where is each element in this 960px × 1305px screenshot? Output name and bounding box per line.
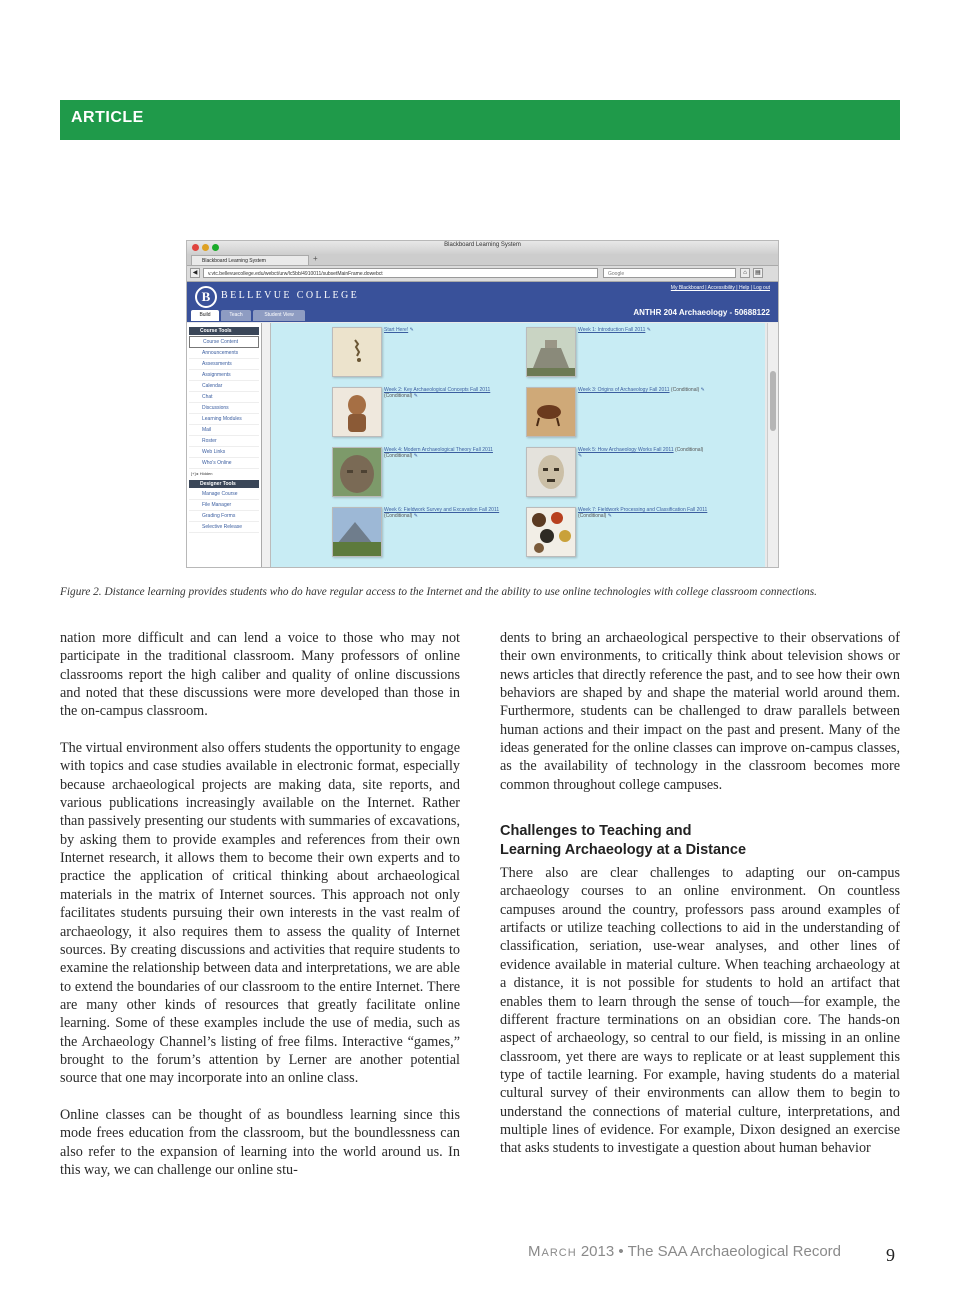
sidebar-item[interactable]: Grading Forms [189,511,259,522]
module-link[interactable]: Week 7: Fieldwork Processing and Classification Fall 2011 (Conditional) ✎ [578,507,708,519]
sidebar-item[interactable]: Discussions [189,403,259,414]
module-condition: (Conditional) [675,447,704,453]
module-title[interactable]: Week 1: Introduction Fall 2011 [578,327,646,333]
sidebar-item[interactable]: Learning Modules [189,414,259,425]
module-title[interactable]: Start Here! [384,327,409,333]
article-banner [60,100,900,140]
artifact-image-icon [333,328,381,376]
footer-journal: The SAA Archaeological Record [627,1243,842,1260]
module-condition: (Conditional) [670,387,700,393]
module-condition: (Conditional) [384,513,413,519]
sidebar-item[interactable]: Announcements [189,348,259,359]
stone-head-image-icon [333,448,381,496]
menu-icon[interactable]: ▤ [753,268,763,278]
menu-toggle[interactable]: [+] ▸ Hidden [191,471,213,476]
module-thumbnail[interactable] [332,387,382,437]
paragraph: There also are clear challenges to adapting our on-campus archaeology courses to an online environment. On countless campuses around the country, professors pass around examples of artifacts or utilize teaching collections to aid in the understanding of classification, seriation, use-wear analyses, and other lines of evidence available in material culture. When teaching archaeology at a distance, it is not possible for students to hold an artifact that enables them to learn through the sense of touch—for example, the different fracture terminations on an obsidian core. The hands-on aspect of archaeology, so central to our field, is missing in an online classroom, yet there are ways to replicate or at least supplement this type of tactile learning. For example, having students do a material cultural survey of their environments can allow them to begin to understand the connections of material culture, interpretations, and multiple lines of evidence. For example, Dixon designed an exercise that asks students to investigate a question about human behavior [500,865,900,1157]
module-link[interactable]: Week 6: Fieldwork Survey and Excavation Fall 2011 (Conditional) ✎ [384,507,500,519]
sidebar-item[interactable]: Roster [189,436,259,447]
temple-image-icon [527,328,575,376]
module-condition: (Conditional) [578,513,607,519]
paragraph: dents to bring an archaeological perspective to their observations of their own environments, to critically think about television shows or news articles that directly reference the past, and to see how their own behaviors are shaped by and shape the material world around them. Furthermore, students can be challenged to draw parallels between human actions and their impact on the past and present. Many of the ideas generated for the online classes can improve on-campus classes, as the availability of technology in the classroom becomes more common throughout college campuses. [500,630,900,793]
page-number: 9 [886,1245,895,1265]
heading-line: Challenges to Teaching and [500,823,692,840]
samples-image-icon [527,508,575,556]
tab-build[interactable]: Build [191,310,219,321]
left-column [60,629,460,1198]
module-thumbnail[interactable] [526,327,576,377]
search-input[interactable]: Google [603,268,736,278]
course-content-area [271,323,765,567]
module-link[interactable]: Week 2: Key Archaeological Concepts Fall 2011 (Conditional) ✎ [384,387,491,399]
sidebar-item[interactable]: Assessments [189,359,259,370]
paragraph: nation more difficult and can lend a voice to those who may not participate in the traditional classroom. Many professors of online classrooms report the high caliber and quality of online discussions and noted that these discussions were more developed than those in the on-campus classroom. [60,630,460,720]
module-title[interactable]: Week 7: Fieldwork Processing and Classification Fall 2011 [578,507,708,513]
designer-tools-header[interactable]: Designer Tools [189,480,259,488]
sidebar-item[interactable]: Web Links [189,447,259,458]
window-title: Blackboard Learning System [444,242,521,248]
module-thumbnail[interactable] [332,327,382,377]
top-links[interactable]: My Blackboard | Accessibility | Help | Log out [670,285,770,291]
figurine-image-icon [333,388,381,436]
module-link[interactable]: Week 3: Origins of Archaeology Fall 2011 (Conditional) ✎ [578,387,705,393]
sidebar-item[interactable]: Chat [189,392,259,403]
module-thumbnail[interactable] [332,507,382,557]
module-thumbnail[interactable] [526,447,576,497]
module-condition: (Conditional) [384,453,413,459]
module-title[interactable]: Week 6: Fieldwork Survey and Excavation Fall 2011 [384,507,500,513]
sidebar-item[interactable]: Course Content [189,336,259,348]
scrollbar-thumb[interactable] [770,371,776,431]
blackboard-header [187,282,778,322]
module-title[interactable]: Week 3: Origins of Archaeology Fall 2011 [578,387,670,393]
running-footer [528,1243,841,1260]
module-condition: (Conditional) [384,393,413,399]
browser-tabbar [187,254,778,266]
module-item[interactable] [465,325,707,383]
tab-student-view[interactable]: Student View [253,310,305,321]
course-sidebar [187,323,262,567]
footer-month: March [528,1243,577,1260]
tab-teach[interactable]: Teach [221,310,251,321]
volcano-image-icon [333,508,381,556]
browser-tab[interactable]: Blackboard Learning System [191,255,309,265]
module-item[interactable] [465,505,707,563]
module-thumbnail[interactable] [526,507,576,557]
module-link[interactable]: Week 1: Introduction Fall 2011 ✎ [578,327,651,333]
heading-line: Learning Archaeology at a Distance [500,841,747,858]
module-link[interactable]: Start Here! ✎ [384,327,414,333]
new-tab-icon[interactable]: + [313,254,318,263]
module-title[interactable]: Week 5: How Archaeology Works Fall 2011 [578,447,674,453]
paragraph: The virtual environment also offers students the opportunity to engage with topics and case studies available in electronic format, especially because archaeological projects are making data, site reports, and various publications increasingly available on the Internet. Rather than passively presenting our students with summaries of excavations, by asking them to provide examples and references from their own Internet research, it allows them to become their own experts and to practice the application of critical thinking about archaeological materials in the matrix of Internet sources. This approach not only facilitates students pursuing their own interests in the vast realm of archaeology, it also requires them to assess the quality of Internet sources. By creating discussions and activities that require students to examine the relationship between data and interpretations, we are able to extend the boundaries of our classroom to the entire Internet. There are many other kinds of resources that greatly facilitate online learning. Some of these examples include the use of media, such as the Archaeology Channel’s listing of free films. Interactive “games,” brought to the forum’s attention by Lerner are another potential source that one may incorporate into an online class. [60,740,460,1087]
course-title: ANTHR 204 Archaeology - 50688122 [633,308,770,317]
college-name: BELLEVUE COLLEGE [221,290,360,301]
module-title[interactable]: Week 2: Key Archaeological Concepts Fall 2011 [384,387,491,393]
back-icon[interactable]: ◀ [190,268,200,278]
sidebar-item[interactable]: Mail [189,425,259,436]
sidebar-item[interactable]: Assignments [189,370,259,381]
module-link[interactable]: Week 4: Modern Archaeological Theory Fall 2011 (Conditional) ✎ [384,447,493,459]
module-thumbnail[interactable] [332,447,382,497]
footer-year: 2013 [580,1243,615,1260]
footer-bullet: • [618,1243,624,1260]
vertical-scrollbar[interactable] [767,323,779,567]
college-logo: B [195,286,217,308]
module-title[interactable]: Week 4: Modern Archaeological Theory Fall 2011 [384,447,493,453]
figure-caption: Figure 2. Distance learning provides students who do have regular access to the Internet and the ability to use online technologies with college classroom connections. [60,586,817,598]
cave-painting-image-icon [527,388,575,436]
article-label: ARTICLE [71,109,144,126]
browser-toolbar [187,266,778,282]
sidebar-item[interactable]: Selective Release [189,522,259,533]
module-link[interactable]: Week 5: How Archaeology Works Fall 2011 (Conditional) ✎ [578,447,704,459]
section-heading [500,822,900,859]
sidebar-collapse-handle[interactable] [262,323,271,567]
window-titlebar [187,241,778,254]
module-thumbnail[interactable] [526,387,576,437]
sidebar-item[interactable]: Calendar [189,381,259,392]
address-bar[interactable]: v.vtc.bellevuecollege.edu/webct/urw/lc5bb/4910011/subsetMainFrame.dowebct [203,268,598,278]
right-column [500,629,900,1176]
sidebar-item[interactable]: File Manager [189,500,259,511]
home-icon[interactable]: ⌂ [740,268,750,278]
mask-image-icon [527,448,575,496]
sidebar-item[interactable]: Who's Online [189,458,259,469]
module-item[interactable] [465,445,707,503]
paragraph: Online classes can be thought of as boundless learning since this mode frees education from the classroom, but the boundlessness can also refer to the expansion of learning into the world around us. In this way, we can challenge our online stu- [60,1106,460,1178]
blackboard-screenshot [186,240,779,568]
course-tools-header[interactable]: Course Tools [189,327,259,335]
module-item[interactable] [465,385,707,443]
sidebar-item[interactable]: Manage Course [189,489,259,500]
